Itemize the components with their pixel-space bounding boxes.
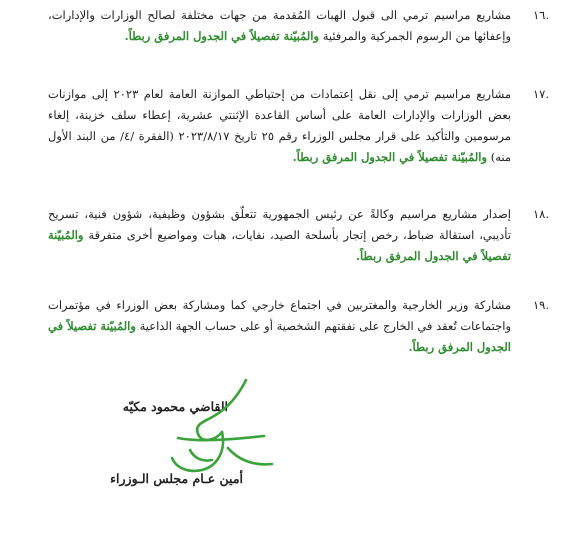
item-body: مشاريع مراسيم ترمي إلى نقل إعتمادات من إحتياطي الموازنة العامة لعام ٢٠٢٣ إلى موازنات بعض الوزارات والإدارات العامة على أساس القاعدة الإثنتي عشرية، إعطاء سلف خزينة، إلغاء مرسومين والتأكيد على قرار مجلس الوزراء رقم ٢٥ تاريخ ٢٠٢٣/٨/١٧ (الفقرة /٤/ من البند الأول منه): [48, 87, 511, 164]
item-number: .١٧: [532, 87, 549, 101]
item-highlight: والمُبيّنة تفصيلاً في الجدول المرفق ربطاً.: [48, 319, 511, 354]
item-body: إصدار مشاريع مراسيم وكالةً عن رئيس الجمهورية تتعلّق بشؤون وظيفية، شؤون فنية، تسريح تأديبي، استقالة ضباط، رخص إتجار بأسلحة الصيد، نفايات، هبات ومواضيع أخرى متفرقة: [48, 207, 512, 242]
item-body: مشاركة وزير الخارجية والمغتربين في اجتماع خارجي كما ومشاركة بعض الوزراء في مؤتمرات واجتماعات تُعقد في الخارج على نفقتهم الشخصية أو على حساب الجهة الداعية: [48, 298, 512, 333]
item-number: .١٨: [532, 207, 549, 221]
item-text: [48, 204, 511, 267]
signatory-name: القاضي محمود مكيّه: [122, 399, 228, 414]
item-highlight: والمُبيّنة تفصيلاً في الجدول المرفق ربطاً.: [292, 150, 488, 164]
signatory-title: أمين عـام مجلس الـوزراء: [110, 471, 243, 486]
agenda-item-17: [48, 84, 549, 168]
agenda-item-19: [48, 295, 549, 358]
handwritten-signature: [168, 378, 278, 483]
item-text: [48, 84, 511, 168]
item-body: مشاريع مراسيم ترمي الى قبول الهبات المُقدمة من جهات مختلفة لصالح الوزارات والإدارات، وإعفائها من الرسوم الجمركية والمرفئية: [48, 8, 511, 43]
agenda-item-18: [48, 204, 549, 267]
item-number: .١٩: [532, 298, 549, 312]
agenda-item-16: [48, 5, 549, 47]
item-text: [48, 295, 511, 358]
item-highlight: والمُبيّنة تفصيلاً في الجدول المرفق ربطاً.: [124, 29, 320, 43]
item-highlight: والمُبيّنة تفصيلاً في الجدول المرفق ربطاً.: [48, 228, 511, 263]
item-number: .١٦: [532, 8, 549, 22]
item-text: [48, 5, 511, 47]
